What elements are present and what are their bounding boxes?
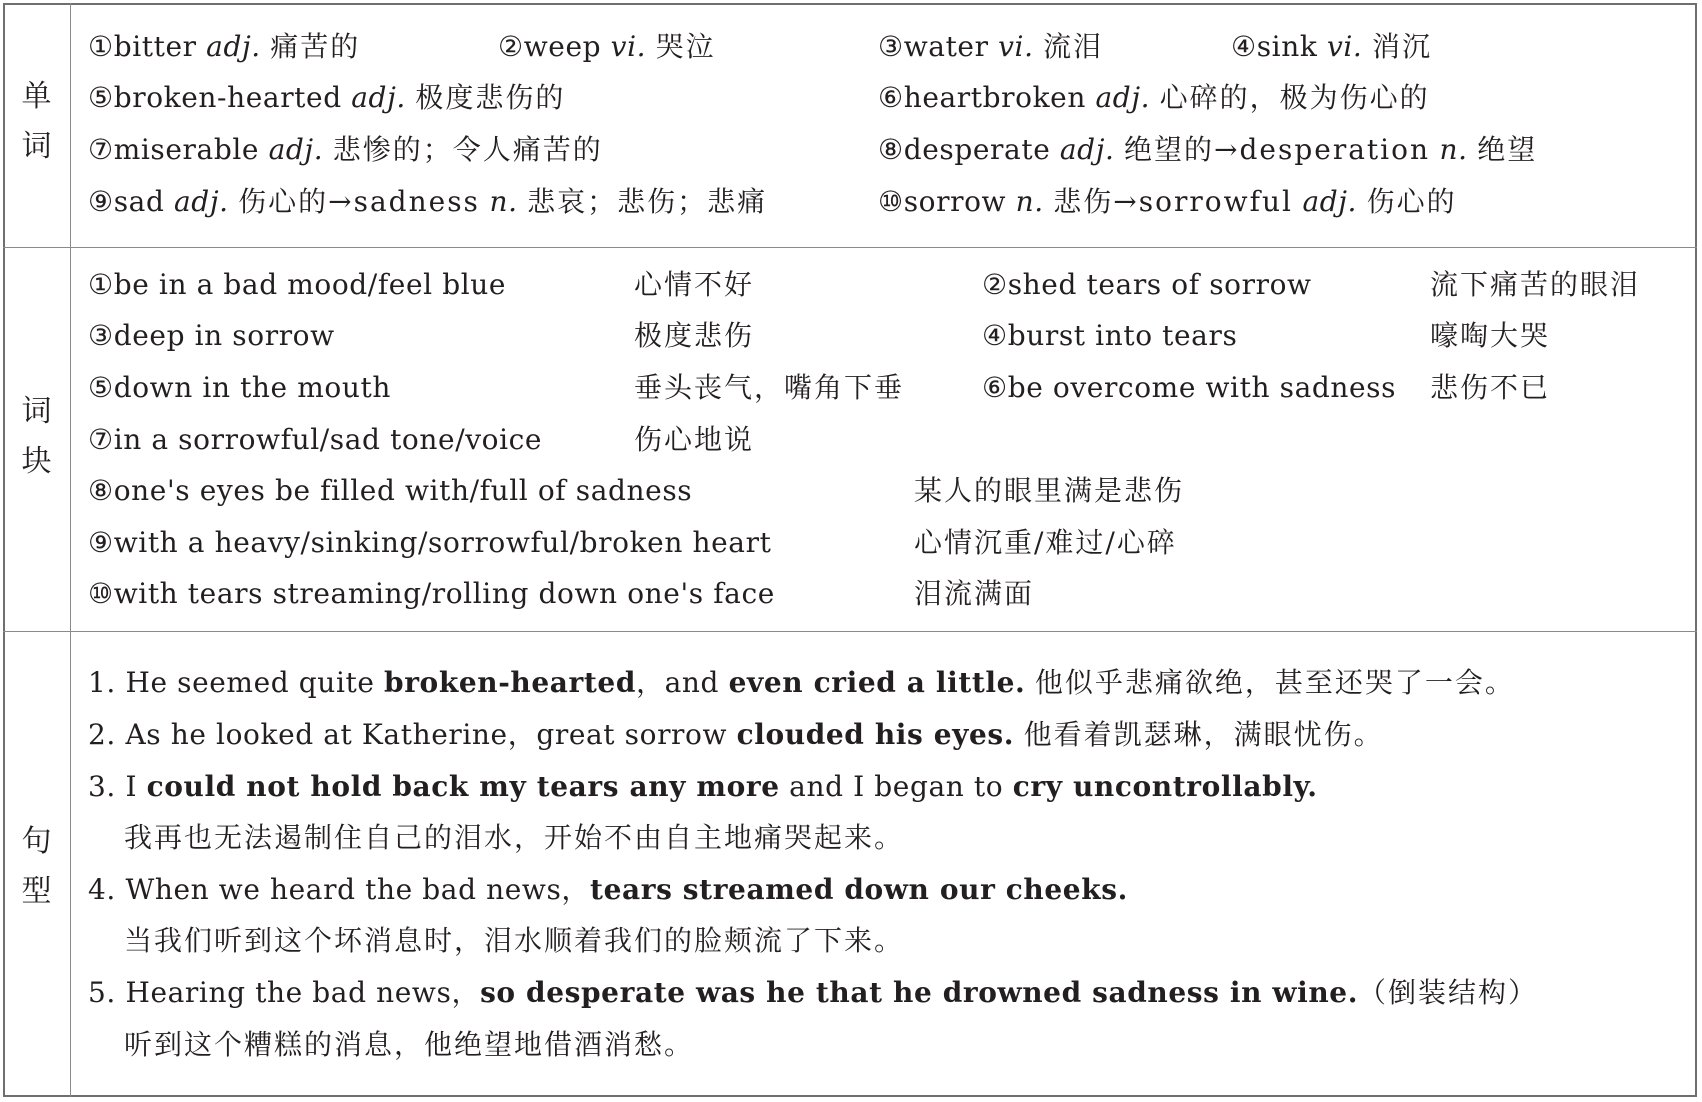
sentence-4: 4. When we heard the bad news，tears streamed down our cheeks. — [88, 873, 1128, 906]
vocab-item: ⑧desperate adj. 绝望的→desperation n. 绝望 — [878, 133, 1538, 166]
phrase-zh: 流下痛苦的眼泪 — [1430, 268, 1641, 301]
phrase-zh: 垂头丧气，嘴角下垂 — [634, 371, 905, 404]
phrase-en: ③deep in sorrow — [88, 319, 335, 352]
vocab-item: ⑨sad adj. 伤心的→sadness n. 悲哀；悲伤；悲痛 — [88, 185, 768, 218]
phrase-en: ⑤down in the mouth — [88, 371, 391, 404]
sentence-1: 1. He seemed quite broken-hearted，and even cried a little. 他似乎悲痛欲绝，甚至还哭了一会。 — [88, 666, 1515, 699]
phrase-en: ⑩with tears streaming/rolling down one's face — [88, 577, 775, 610]
phrase-zh: 泪流满面 — [914, 577, 1035, 610]
phrase-en: ⑨with a heavy/sinking/sorrowful/broken heart — [88, 526, 772, 559]
sentence-4-translation: 当我们听到这个坏消息时，泪水顺着我们的脸颊流了下来。 — [124, 924, 905, 957]
phrase-zh: 伤心地说 — [634, 423, 755, 456]
section-label-sentences: 句 型 — [21, 824, 52, 909]
sentence-5: 5. Hearing the bad news，so desperate was he that he drowned sadness in wine.（倒装结构） — [88, 976, 1539, 1009]
sentence-3-translation: 我再也无法遏制住自己的泪水，开始不由自主地痛哭起来。 — [124, 821, 905, 854]
vocab-item: ③water vi. 流泪 — [878, 30, 1104, 63]
phrase-en: ⑥be overcome with sadness — [982, 371, 1397, 404]
phrase-zh: 悲伤不已 — [1430, 371, 1551, 404]
sentence-3: 3. I could not hold back my tears any more and I began to cry uncontrollably. — [88, 770, 1318, 803]
phrase-en: ②shed tears of sorrow — [982, 268, 1312, 301]
phrase-en: ①be in a bad mood/feel blue — [88, 268, 507, 301]
phrase-zh: 心情不好 — [634, 268, 755, 301]
vocab-item: ⑤broken-hearted adj. 极度悲伤的 — [88, 81, 566, 114]
vocab-item: ⑩sorrow n. 悲伤→sorrowful adj. 伤心的 — [878, 185, 1457, 218]
phrase-zh: 心情沉重/难过/心碎 — [914, 526, 1177, 559]
phrase-zh: 某人的眼里满是悲伤 — [914, 474, 1185, 507]
vocab-item: ⑥heartbroken adj. 心碎的，极为伤心的 — [878, 81, 1430, 114]
vocab-item: ④sink vi. 消沉 — [1231, 30, 1432, 63]
column-divider — [70, 3, 71, 1097]
phrase-en: ⑦in a sorrowful/sad tone/voice — [88, 423, 543, 456]
vocab-item: ⑦miserable adj. 悲惨的；令人痛苦的 — [88, 133, 603, 166]
phrase-zh: 嚎啕大哭 — [1430, 319, 1551, 352]
row-divider — [3, 631, 1697, 632]
phrase-en: ④burst into tears — [982, 319, 1238, 352]
phrase-en: ⑧one's eyes be filled with/full of sadness — [88, 474, 693, 507]
section-label-phrases: 词 块 — [21, 394, 52, 479]
sentence-2: 2. As he looked at Katherine，great sorrow clouded his eyes. 他看着凯瑟琳，满眼忧伤。 — [88, 718, 1384, 751]
row-divider — [3, 247, 1697, 248]
vocab-item: ①bitter adj. 痛苦的 — [88, 30, 361, 63]
phrase-zh: 极度悲伤 — [634, 319, 755, 352]
section-label-vocab: 单 词 — [21, 79, 52, 164]
vocab-item: ②weep vi. 哭泣 — [498, 30, 716, 63]
sentence-5-translation: 听到这个糟糕的消息，他绝望地借酒消愁。 — [124, 1028, 695, 1061]
